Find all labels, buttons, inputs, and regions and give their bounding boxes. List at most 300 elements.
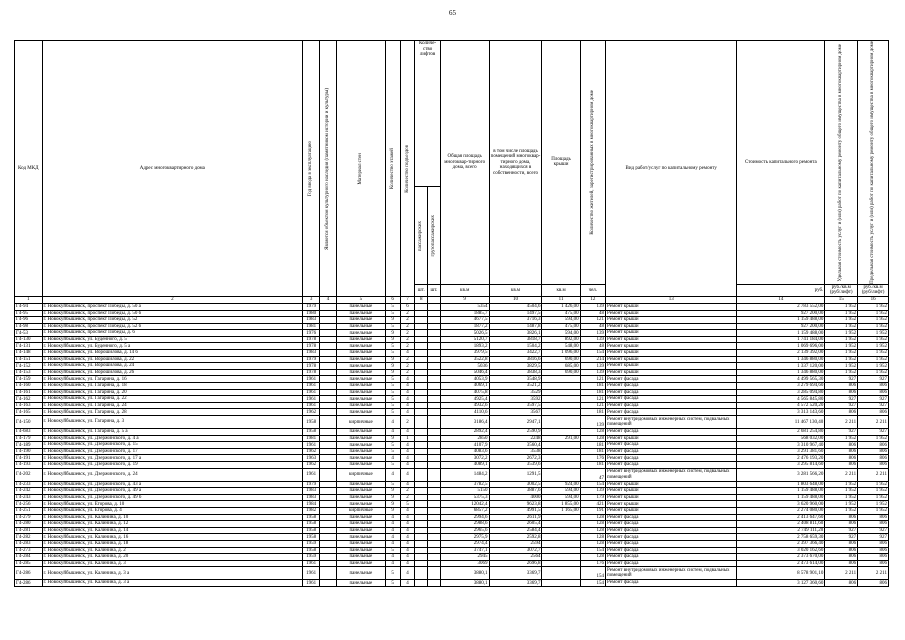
cell-total-area: 5046,4: [440, 369, 489, 376]
cell-cargo-lifts: [428, 455, 441, 462]
cell-owned-area: 3529: [489, 389, 542, 396]
column-number: 10: [489, 296, 542, 303]
cell-code: Г4-285: [15, 560, 43, 567]
cell-owned-area: 3826,1: [489, 330, 542, 337]
cell-wall-material: панельные: [337, 554, 386, 561]
cell-max-cost: 2 211: [858, 468, 889, 481]
cell-wall-material: панельные: [337, 336, 386, 343]
cell-residents: 181: [580, 389, 605, 396]
cell-total-area: 12042,4: [440, 501, 489, 508]
cell-total-area: 2988,6: [440, 521, 489, 528]
header-heritage: Является объектом культурного наследия (памятником истории и культуры): [325, 87, 331, 250]
cell-code: Г4-163: [15, 402, 43, 409]
cell-address: г. Новокуйбышевск, ул. Калинина, д. 12: [42, 521, 303, 528]
cell-floors: 4: [385, 540, 400, 547]
cell-cost: 1 803 648,00: [737, 481, 825, 488]
cell-heritage: [320, 369, 337, 376]
cell-code: Г4-273: [15, 547, 43, 554]
cell-entrances: 4: [400, 560, 415, 567]
cell-code: Г4-251: [15, 507, 43, 514]
cell-max-cost: 806: [858, 580, 889, 587]
cell-wall-material: панельные: [337, 560, 386, 567]
table-row: [15, 448, 889, 455]
cell-owned-area: 4504,6: [489, 303, 542, 310]
table-row: [15, 540, 889, 547]
cell-address: г. Новокуйбышевск, ул. Гагарина, д. 16: [42, 376, 303, 383]
cell-residents: 47: [580, 468, 605, 481]
cell-cost: 1 337 120,00: [737, 363, 825, 370]
cell-address: г. Новокуйбышевск, ул. Дзержинского, д. 24: [42, 468, 303, 481]
cell-floors: 9: [385, 369, 400, 376]
cell-cargo-lifts: [428, 547, 441, 554]
cell-cost: 2 749 111,20: [737, 527, 825, 534]
cell-unit-cost: 927: [825, 429, 858, 436]
cell-floors: 5: [385, 350, 400, 357]
cell-year: 1959: [303, 540, 320, 547]
cell-heritage: [320, 343, 337, 350]
cell-year: 1958: [303, 521, 320, 528]
cell-code: Г4-130: [15, 336, 43, 343]
cell-roof-area: [542, 383, 580, 390]
cell-code: Г4-131: [15, 343, 43, 350]
cell-unit-cost: 806: [825, 455, 858, 462]
cell-max-cost: 1 952: [858, 317, 889, 324]
cell-code: Г4-683: [15, 429, 43, 436]
cell-max-cost: 1 952: [858, 488, 889, 495]
cell-year: 1979: [303, 303, 320, 310]
cell-passenger-lifts: [415, 547, 428, 554]
cell-code: Г4-202: [15, 468, 43, 481]
cell-roof-area: [542, 402, 580, 409]
cell-heritage: [320, 481, 337, 488]
cell-owned-area: 2594: [489, 540, 542, 547]
cell-total-area: 5375,3: [440, 494, 489, 501]
cell-address: г. Новокуйбышевск, ул. Калинина, д. 3 а: [42, 567, 303, 580]
cell-cargo-lifts: [428, 389, 441, 396]
cell-passenger-lifts: [415, 369, 428, 376]
cell-floors: 5: [385, 567, 400, 580]
cell-code: Г4-280: [15, 521, 43, 528]
cell-owned-area: 2605,4: [489, 521, 542, 528]
cell-unit-cost: 1 952: [825, 336, 858, 343]
cell-cargo-lifts: [428, 507, 441, 514]
cell-unit-cost: 806: [825, 448, 858, 455]
cell-roof-area: [542, 567, 580, 580]
cell-cost: 1 159 488,00: [737, 317, 825, 324]
cell-total-area: 4925,4: [440, 396, 489, 403]
cell-total-area: 5354: [440, 303, 489, 310]
cell-wall-material: панельные: [337, 540, 386, 547]
cell-roof-area: 475,00: [542, 310, 580, 317]
cell-code: Г4-284: [15, 554, 43, 561]
table-row: [15, 527, 889, 534]
cell-unit-cost: 1 952: [825, 435, 858, 442]
cell-owned-area: 1504,2: [489, 343, 542, 350]
cell-code: Г4-160: [15, 383, 43, 390]
cell-entrances: 4: [400, 567, 415, 580]
cell-cost: 3 279 694,60: [737, 383, 825, 390]
table-row: [15, 416, 889, 429]
cell-entrances: 4: [400, 580, 415, 587]
cell-max-cost: 927: [858, 534, 889, 541]
cell-cargo-lifts: [428, 442, 441, 449]
cell-owned-area: 3369,7: [489, 567, 542, 580]
cell-cost: 1 159 488,00: [737, 330, 825, 337]
cell-cost: 568 032,00: [737, 435, 825, 442]
cell-code: Г4-161: [15, 389, 43, 396]
cell-year: 1981: [303, 435, 320, 442]
cell-wall-material: панельные: [337, 303, 386, 310]
cell-work-type: Ремонт фасада: [606, 448, 737, 455]
cell-wall-material: панельные: [337, 402, 386, 409]
cell-owned-area: 2611,9: [489, 514, 542, 521]
cell-residents: 139: [580, 303, 605, 310]
cell-roof-area: 685,00: [542, 363, 580, 370]
cell-wall-material: кирпичные: [337, 416, 386, 429]
cell-address: г. Новокуйбышевск, ул. Калинина, д. 2: [42, 547, 303, 554]
column-number: 8: [415, 296, 428, 303]
cell-address: г. Новокуйбышевск, ул. Калинина, д. 18: [42, 540, 303, 547]
cell-max-cost: 1 952: [858, 356, 889, 363]
cell-heritage: [320, 356, 337, 363]
cell-passenger-lifts: [415, 317, 428, 324]
cell-total-area: 3979,5: [440, 350, 489, 357]
cell-floors: 4: [385, 468, 400, 481]
cell-owned-area: 1497,5: [489, 310, 542, 317]
cell-cargo-lifts: [428, 402, 441, 409]
cell-floors: 4: [385, 416, 400, 429]
cell-max-cost: 806: [858, 540, 889, 547]
table-row: [15, 567, 889, 580]
header-owned-area: в том числе площадь помещений многоквар-тирного дома, находящихся в собственности, всего: [489, 41, 542, 285]
cell-address: г. Новокуйбышевск, ул. Егорова, д. 10: [42, 501, 303, 508]
cell-roof-area: [542, 554, 580, 561]
cell-total-area: 2945: [440, 554, 489, 561]
cell-work-type: Ремонт внутридомовых инженерных систем, подвальных помещений: [606, 567, 737, 580]
cell-entrances: 4: [400, 402, 415, 409]
cell-cargo-lifts: [428, 580, 441, 587]
cell-unit-cost: 806: [825, 554, 858, 561]
cell-wall-material: панельные: [337, 429, 386, 436]
cell-wall-material: панельные: [337, 567, 386, 580]
cell-roof-area: [542, 527, 580, 534]
cell-passenger-lifts: [415, 507, 428, 514]
cell-code: Г4-191: [15, 455, 43, 462]
cell-cargo-lifts: [428, 350, 441, 357]
cell-entrances: 4: [400, 507, 415, 514]
cell-year: 1961: [303, 376, 320, 383]
cell-max-cost: 806: [858, 521, 889, 528]
cell-floors: 9: [385, 317, 400, 324]
cell-cost: 1 346 880,00: [737, 369, 825, 376]
cell-cargo-lifts: [428, 567, 441, 580]
cell-unit-cost: 806: [825, 409, 858, 416]
table-row: [15, 409, 889, 416]
table-row: [15, 435, 889, 442]
cell-cargo-lifts: [428, 521, 441, 528]
cell-floors: 9: [385, 494, 400, 501]
column-number-row: [15, 296, 889, 303]
table-row: [15, 514, 889, 521]
cell-unit-cost: 1 952: [825, 481, 858, 488]
cell-residents: 176: [580, 560, 605, 567]
cell-work-type: Ремонт крыши: [606, 488, 737, 495]
cell-owned-area: 3818,7: [489, 336, 542, 343]
cell-code: Г4-162: [15, 396, 43, 403]
cell-residents: 179: [580, 494, 605, 501]
table-row: [15, 580, 889, 587]
cell-unit-cost: 806: [825, 442, 858, 449]
cell-unit-cost: 2 211: [825, 567, 858, 580]
cell-entrances: 4: [400, 514, 415, 521]
cell-work-type: Ремонт фасада: [606, 383, 737, 390]
cell-work-type: Ремонт фасада: [606, 429, 737, 436]
cell-year: 1978: [303, 369, 320, 376]
cell-floors: 5: [385, 396, 400, 403]
cell-work-type: Ремонт крыши: [606, 310, 737, 317]
cell-residents: 181: [580, 409, 605, 416]
cell-wall-material: панельные: [337, 488, 386, 495]
cell-work-type: Ремонт фасада: [606, 376, 737, 383]
cell-max-cost: 1 952: [858, 494, 889, 501]
cell-year: 1961: [303, 402, 320, 409]
cell-owned-area: 1487,8: [489, 323, 542, 330]
table-row: [15, 389, 889, 396]
cell-entrances: 4: [400, 455, 415, 462]
header-unit-cost: Удельная стоимость услуг и (или) работ по капитальному ремонту общего имущества в многоквартирном доме: [838, 43, 844, 282]
cell-owned-area: 2590,9: [489, 429, 542, 436]
column-number: 6: [385, 296, 400, 303]
cell-address: г. Новокуйбышевск, ул. Гагарина, д. 18: [42, 383, 303, 390]
cell-cost: 2 373 670,00: [737, 554, 825, 561]
cell-cost: 927 200,00: [737, 323, 825, 330]
cell-owned-area: 3560,4: [489, 442, 542, 449]
cell-max-cost: 1 952: [858, 330, 889, 337]
cell-total-area: 3072,2: [440, 455, 489, 462]
cell-cost: 2 758 659,30: [737, 534, 825, 541]
cell-address: г. Новокуйбышевск, ул. Дзержинского, д. 43 а: [42, 481, 303, 488]
cell-heritage: [320, 416, 337, 429]
cell-roof-area: [542, 534, 580, 541]
cell-owned-area: 3538: [489, 448, 542, 455]
cell-wall-material: панельные: [337, 455, 386, 462]
cell-cost: 3 127 360,60: [737, 580, 825, 587]
cell-wall-material: панельные: [337, 369, 386, 376]
cell-address: г. Новокуйбышевск, проспект Победы, д. 6: [42, 330, 303, 337]
cell-wall-material: панельные: [337, 383, 386, 390]
header-total-area: Общая площадь многоквар-тирного дома, всего: [440, 41, 489, 285]
table-row: [15, 376, 889, 383]
cell-max-cost: 806: [858, 389, 889, 396]
cell-wall-material: панельные: [337, 376, 386, 383]
cell-year: 1961: [303, 567, 320, 580]
cell-floors: 5: [385, 409, 400, 416]
header-cost: Стоимость капитального ремонта: [737, 41, 825, 285]
cell-heritage: [320, 336, 337, 343]
cell-residents: 128: [580, 514, 605, 521]
cell-heritage: [320, 540, 337, 547]
cell-year: 1984: [303, 501, 320, 508]
cell-owned-area: 3422,7: [489, 350, 542, 357]
cell-passenger-lifts: [415, 323, 428, 330]
cell-total-area: 3880,1: [440, 580, 489, 587]
cell-unit-cost: 1 952: [825, 369, 858, 376]
cell-year: 1976: [303, 330, 320, 337]
cell-wall-material: панельные: [337, 527, 386, 534]
table-row: [15, 402, 889, 409]
cell-code: Г4-148: [15, 350, 43, 357]
cell-address: г. Новокуйбышевск, ул. Дзержинского, д. 49 а: [42, 488, 303, 495]
cell-heritage: [320, 402, 337, 409]
cell-address: г. Новокуйбышевск, ул. Калинина, д. 10: [42, 514, 303, 521]
cell-unit-cost: 1 952: [825, 323, 858, 330]
cell-residents: 139: [580, 488, 605, 495]
cell-roof-area: 548,00: [542, 343, 580, 350]
cell-heritage: [320, 396, 337, 403]
cell-cargo-lifts: [428, 323, 441, 330]
cell-year: 1962: [303, 409, 320, 416]
cell-residents: 139: [580, 336, 605, 343]
cell-code: Г4-282: [15, 534, 43, 541]
cell-total-area: 1484,2: [440, 468, 489, 481]
cell-passenger-lifts: [415, 409, 428, 416]
cell-address: г. Новокуйбышевск, ул. Ворошилова, д. 14 б: [42, 350, 303, 357]
cell-residents: 176: [580, 455, 605, 462]
cell-code: Г4-193: [15, 461, 43, 468]
cell-residents: 421: [580, 501, 605, 508]
cell-heritage: [320, 350, 337, 357]
cell-wall-material: панельные: [337, 448, 386, 455]
cell-owned-area: 3548,9: [489, 376, 542, 383]
cell-floors: 5: [385, 343, 400, 350]
cell-residents: 121: [580, 317, 605, 324]
cell-floors: 5: [385, 481, 400, 488]
cell-heritage: [320, 461, 337, 468]
cell-roof-area: [542, 389, 580, 396]
cell-unit-cost: 927: [825, 376, 858, 383]
cell-entrances: 4: [400, 383, 415, 390]
cell-work-type: Ремонт фасада: [606, 527, 737, 534]
cell-work-type: Ремонт фасада: [606, 514, 737, 521]
cell-total-area: 3880,1: [440, 567, 489, 580]
table-row: [15, 521, 889, 528]
cell-residents: 48: [580, 323, 605, 330]
cell-passenger-lifts: [415, 481, 428, 488]
cell-entrances: 2: [400, 336, 415, 343]
cell-entrances: 4: [400, 461, 415, 468]
cell-roof-area: 594,00: [542, 317, 580, 324]
cell-roof-area: [542, 416, 580, 429]
cell-total-area: 4069,1: [440, 383, 489, 390]
cell-code: Г4-286: [15, 580, 43, 587]
cell-residents: 181: [580, 448, 605, 455]
cell-roof-area: 594,00: [542, 494, 580, 501]
cell-cargo-lifts: [428, 317, 441, 324]
cell-year: 1958: [303, 514, 320, 521]
cell-unit-cost: 927: [825, 534, 858, 541]
cell-max-cost: 1 952: [858, 363, 889, 370]
cell-passenger-lifts: [415, 461, 428, 468]
cell-cargo-lifts: [428, 527, 441, 534]
cell-cost: 1 159 488,00: [737, 488, 825, 495]
cell-cost: 8 578 901,10: [737, 567, 825, 580]
table-row: [15, 303, 889, 310]
cell-residents: 128: [580, 540, 605, 547]
cell-total-area: 2974,4: [440, 540, 489, 547]
cell-cargo-lifts: [428, 409, 441, 416]
cell-unit-cost: 806: [825, 383, 858, 390]
cell-cargo-lifts: [428, 481, 441, 488]
cell-heritage: [320, 468, 337, 481]
cell-passenger-lifts: [415, 560, 428, 567]
cell-max-cost: 806: [858, 554, 889, 561]
cell-owned-area: 3829,5: [489, 363, 542, 370]
cell-total-area: 5026,5: [440, 330, 489, 337]
cell-unit-cost: 1 952: [825, 330, 858, 337]
cell-max-cost: 1 952: [858, 481, 889, 488]
cell-roof-area: 1 165,00: [542, 507, 580, 514]
cell-code: Г4-159: [15, 376, 43, 383]
cell-max-cost: 806: [858, 514, 889, 521]
table-row: [15, 363, 889, 370]
cell-code: Г4-243: [15, 494, 43, 501]
cell-year: 1978: [303, 343, 320, 350]
cell-unit-cost: 806: [825, 547, 858, 554]
cell-entrances: 4: [400, 442, 415, 449]
cell-work-type: Ремонт крыши: [606, 363, 737, 370]
cell-owned-area: 3539,6: [489, 461, 542, 468]
cell-roof-area: 291,00: [542, 435, 580, 442]
cell-heritage: [320, 376, 337, 383]
cell-residents: 139: [580, 416, 605, 429]
cell-work-type: Ремонт фасада: [606, 455, 737, 462]
cell-wall-material: панельные: [337, 330, 386, 337]
cell-passenger-lifts: [415, 488, 428, 495]
cell-entrances: 4: [400, 481, 415, 488]
cell-entrances: 4: [400, 468, 415, 481]
cell-max-cost: 1 952: [858, 343, 889, 350]
cell-unit-cost: 927: [825, 396, 858, 403]
column-number: [428, 296, 441, 303]
cell-entrances: 2: [400, 317, 415, 324]
unit-pcs-cargo: шт.: [428, 284, 441, 296]
cell-entrances: 6: [400, 303, 415, 310]
unit-owned-area: кв.м: [489, 284, 542, 296]
cell-unit-cost: 1 952: [825, 303, 858, 310]
table-row: [15, 481, 889, 488]
cell-year: 1958: [303, 429, 320, 436]
cell-total-area: 3069: [440, 560, 489, 567]
cell-unit-cost: 1 952: [825, 350, 858, 357]
cell-max-cost: 1 952: [858, 303, 889, 310]
cell-max-cost: 1 952: [858, 323, 889, 330]
cell-max-cost: 927: [858, 527, 889, 534]
cell-cost: 4 499 565,30: [737, 376, 825, 383]
cell-owned-area: 3521,2: [489, 383, 542, 390]
cell-max-cost: 806: [858, 461, 889, 468]
column-number: 3: [303, 296, 320, 303]
cell-passenger-lifts: [415, 429, 428, 436]
cell-cost: 2 476 193,20: [737, 455, 825, 462]
cell-total-area: 2850: [440, 435, 489, 442]
cell-passenger-lifts: [415, 383, 428, 390]
cell-heritage: [320, 435, 337, 442]
cell-roof-area: [542, 540, 580, 547]
cell-work-type: Ремонт крыши: [606, 350, 737, 357]
cell-cargo-lifts: [428, 376, 441, 383]
column-number: 16: [858, 296, 889, 303]
cell-cargo-lifts: [428, 435, 441, 442]
